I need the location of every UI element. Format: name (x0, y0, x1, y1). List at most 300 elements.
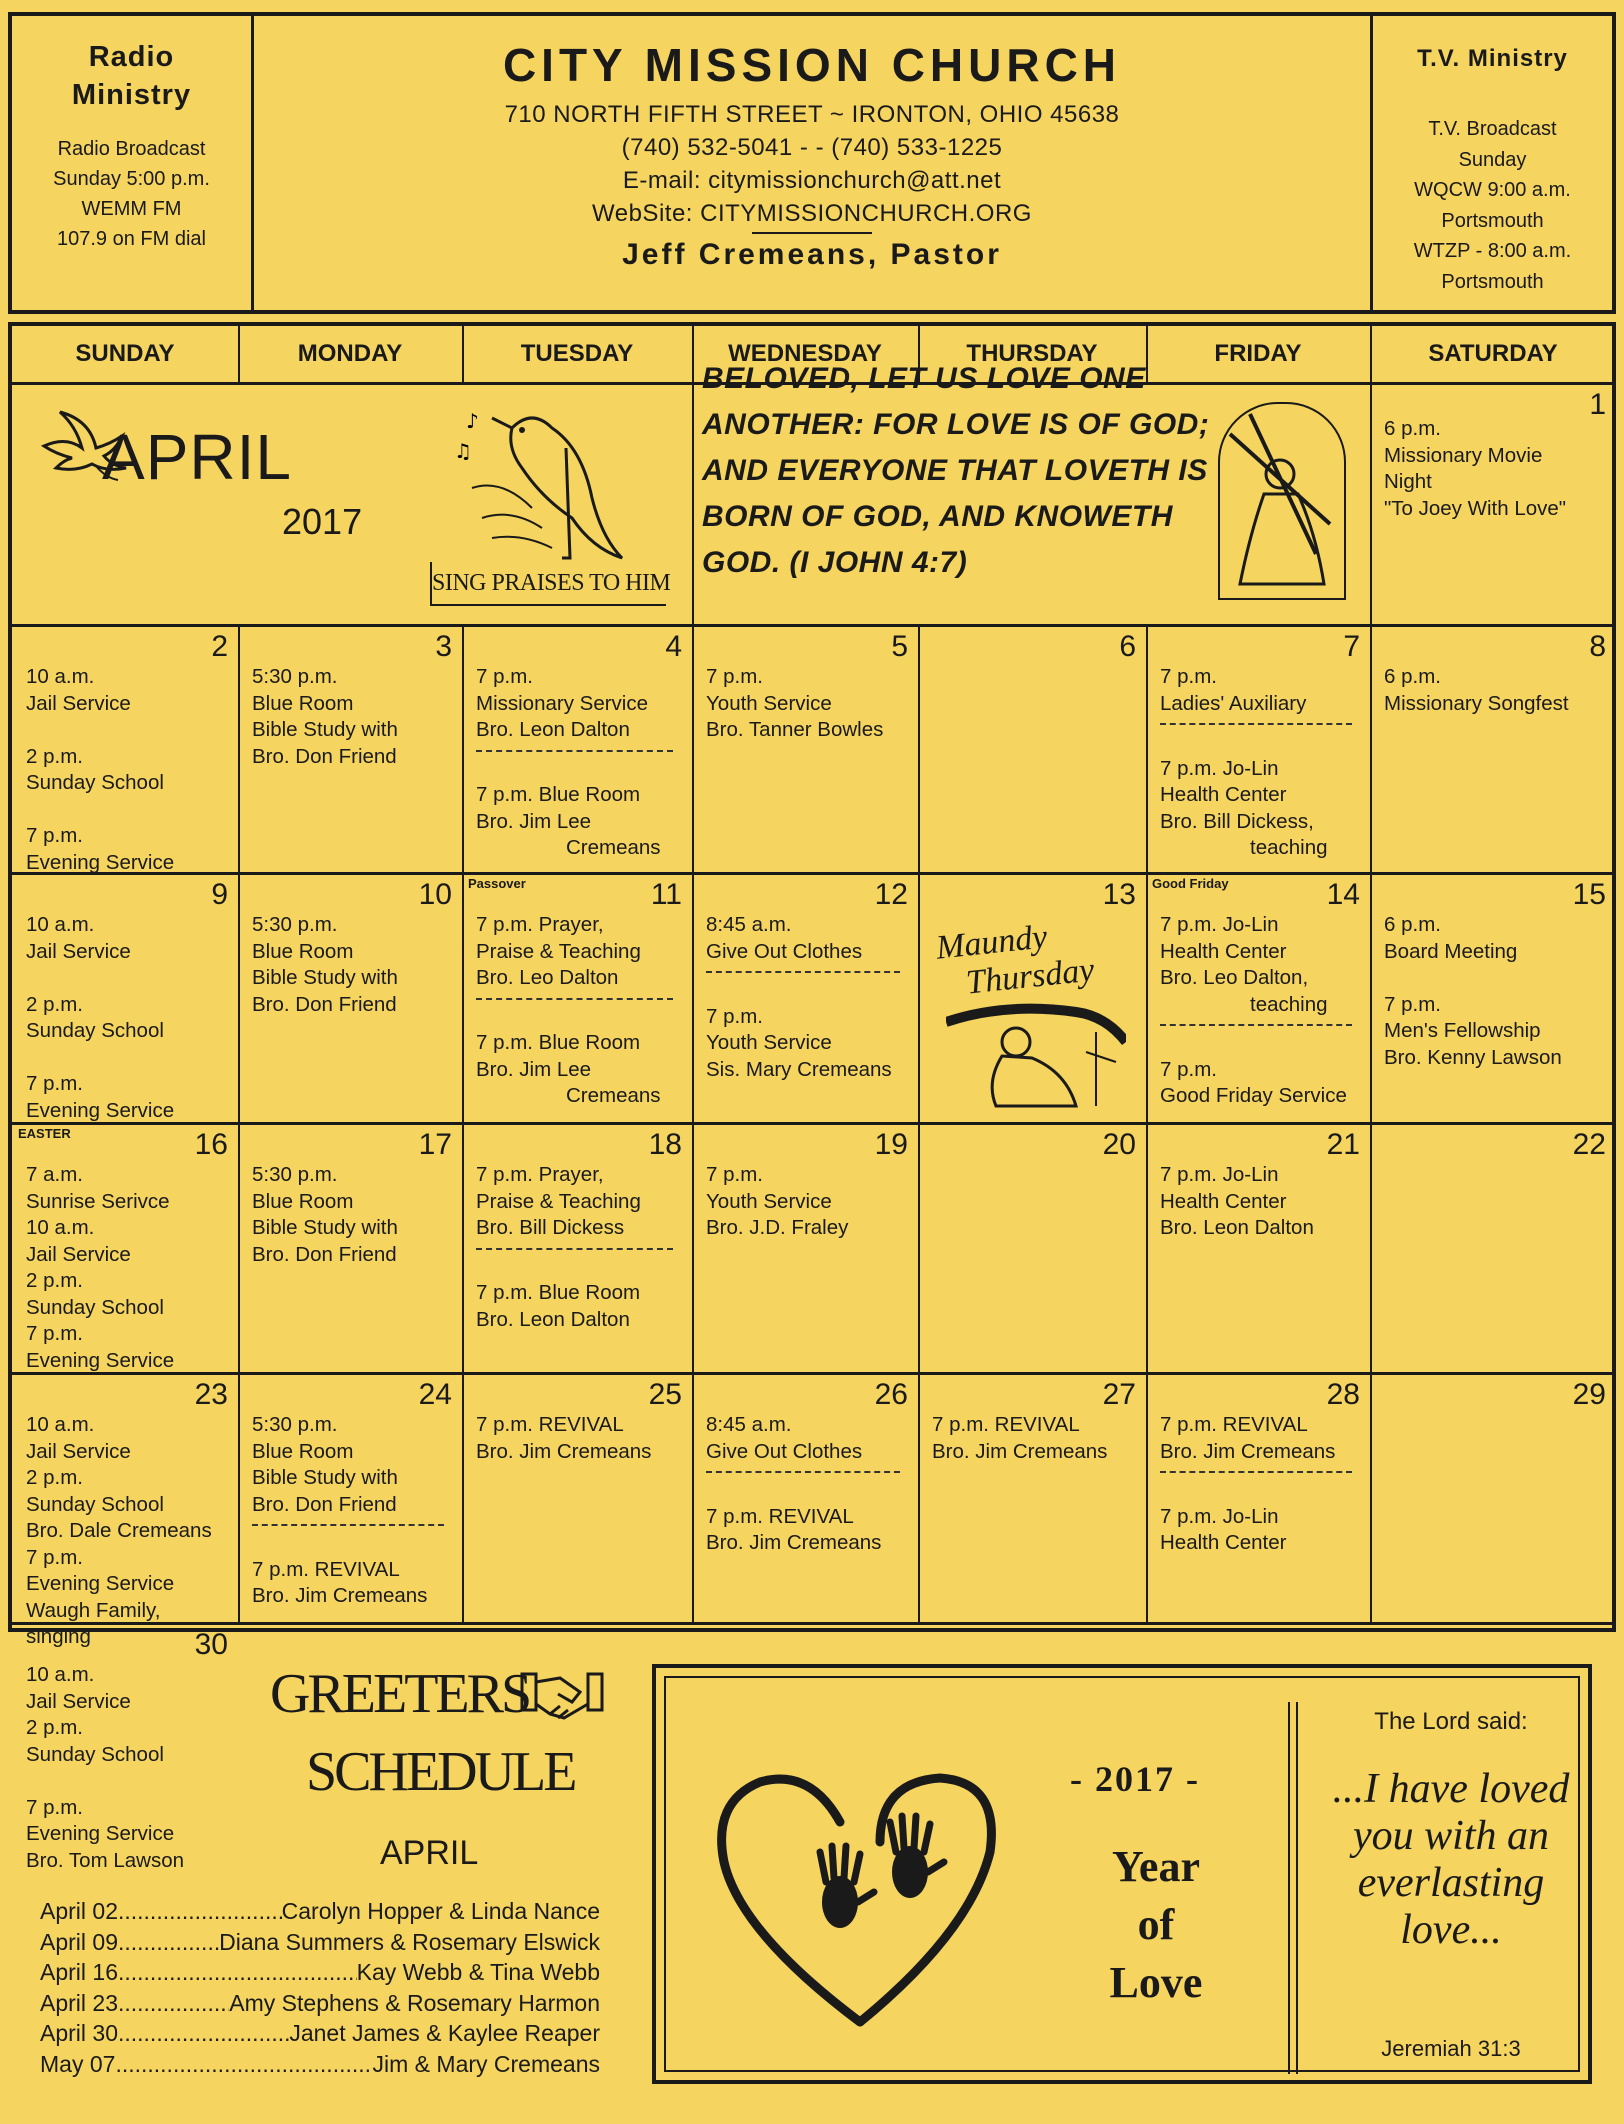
event-separator (1160, 1471, 1352, 1500)
event-line: 8:45 a.m. (706, 1413, 792, 1436)
event-line (26, 717, 232, 744)
greeters-row (40, 1927, 600, 1958)
event-line: Bro. Dale Cremeans (26, 1519, 212, 1542)
event-line: Bible Study with (252, 718, 398, 741)
event-line: teaching (1250, 836, 1328, 859)
day-events (26, 664, 232, 876)
greeters-row (40, 1896, 600, 1927)
event-line: Waugh Family, (26, 1598, 161, 1622)
event-line: 10 a.m. (26, 665, 95, 688)
day-events (252, 1162, 456, 1268)
day-cell-5 (692, 624, 918, 872)
event-line: "To Joey With Love" (1384, 496, 1567, 520)
tv-ministry-panel (1370, 16, 1612, 310)
day-cell-25 (462, 1372, 692, 1622)
day-number: 9 (211, 878, 228, 911)
divider (752, 232, 872, 234)
day-number: 19 (874, 1128, 908, 1161)
event-line: Praise & Teaching (476, 1189, 641, 1213)
event-line: Sunday School (26, 1742, 164, 1766)
event-line: 7 p.m. (706, 665, 763, 688)
event-line: 8:45 a.m. (706, 913, 792, 936)
greeters-row (40, 2018, 600, 2049)
day-number: 22 (1572, 1128, 1606, 1161)
event-line: Bro. Jim Cremeans (706, 1531, 882, 1554)
handshake-icon (520, 1668, 604, 1729)
event-line: 7 p.m. (26, 1322, 83, 1345)
church-name: CITY MISSION CHURCH (502, 39, 1122, 91)
day-cell-4 (462, 624, 692, 872)
day-events (476, 912, 686, 1110)
day-cell-21 (1146, 1122, 1370, 1372)
event-separator (706, 1471, 900, 1500)
scripture-quote: ...I have loved you with an everlasting love... (1332, 1766, 1570, 1953)
day-cell-10 (238, 872, 462, 1122)
event-line: 10 a.m. (26, 913, 95, 936)
event-line: 6 p.m. (1384, 417, 1441, 440)
day-cell-20 (918, 1122, 1146, 1372)
event-line: 7 p.m. (1384, 992, 1441, 1016)
event-line: Bro. Jim Cremeans (252, 1584, 428, 1607)
event-separator (476, 998, 673, 1027)
day-cell-14 (1146, 872, 1370, 1122)
day-number: 8 (1589, 630, 1606, 663)
day-events (26, 1412, 232, 1651)
day-number: 3 (435, 630, 452, 663)
schedule-title: SCHEDULE (306, 1741, 575, 1803)
event-line: Bro. Tanner Bowles (706, 718, 884, 741)
event-line (26, 1768, 232, 1795)
event-line: Bro. Leo Dalton (476, 966, 619, 989)
day-events (1160, 1412, 1364, 1557)
svg-text:♪: ♪ (466, 409, 479, 433)
leader-dots (118, 1957, 357, 1988)
church-info (254, 16, 1370, 310)
day-events (26, 1662, 232, 1874)
event-line: 7 p.m. Blue Room (476, 783, 641, 806)
banner-year: 2017 (282, 501, 363, 542)
event-line (26, 1045, 232, 1072)
greeters-row (40, 1988, 600, 2019)
day-number: 21 (1326, 1128, 1360, 1161)
event-line: 7 p.m. (26, 824, 83, 847)
event-line: Jail Service (26, 1242, 131, 1266)
leader-dots (115, 2049, 372, 2080)
day-tag: Passover (468, 876, 526, 891)
day-number: 20 (1102, 1128, 1136, 1161)
event-line: Blue Room (252, 1439, 354, 1463)
event-line: Bible Study with (252, 1466, 398, 1489)
event-line: Sunday School (26, 1492, 164, 1516)
day-events (26, 1162, 232, 1374)
event-line: Evening Service (26, 850, 175, 874)
tv-ministry-title: T.V. Ministry (1417, 45, 1568, 72)
event-line: Evening Service (26, 1348, 175, 1372)
day-events (706, 1412, 912, 1557)
day-number: 17 (418, 1128, 452, 1161)
radio-ministry-info: Radio Broadcast Sunday 5:00 p.m. WEMM FM 107.9 on FM dial (53, 138, 210, 250)
pastor-name: Jeff Cremeans, Pastor (622, 238, 1002, 271)
day-cell-12 (692, 872, 918, 1122)
weekday-monday: MONDAY (297, 340, 403, 367)
day-cell-24 (238, 1372, 462, 1622)
day-number: 5 (891, 630, 908, 663)
day-events (1384, 664, 1610, 717)
event-line: 7 p.m. Jo-Lin (1160, 756, 1279, 780)
day-cell-8 (1370, 624, 1616, 872)
event-line (1384, 965, 1610, 992)
event-line: Men's Fellowship (1384, 1019, 1541, 1042)
day-events (252, 664, 456, 770)
event-line: Jail Service (26, 939, 131, 963)
event-line: Youth Service (706, 1189, 832, 1213)
heart-handprints-icon (710, 1732, 1010, 2037)
event-line: Bro. Leon Dalton (476, 718, 630, 741)
event-line: Health Center (1160, 1189, 1287, 1213)
event-line: Jail Service (26, 691, 131, 715)
event-line: Bro. Jim Cremeans (932, 1439, 1108, 1463)
church-email: E-mail: citymissionchurch@att.net (622, 167, 1002, 194)
greeters-date: April 02 (40, 1898, 118, 1924)
event-line: 7 p.m. (706, 1163, 763, 1186)
event-line: Bro. Leon Dalton (1160, 1216, 1314, 1239)
grid-line (692, 326, 694, 382)
event-separator (252, 1524, 444, 1553)
church-phones: (740) 532-5041 - - (740) 533-1225 (621, 134, 1003, 161)
event-line: Board Meeting (1384, 939, 1518, 963)
event-separator (476, 750, 673, 779)
event-separator (476, 1248, 673, 1277)
day-cell-15 (1370, 872, 1616, 1122)
event-line: 7 p.m. REVIVAL (932, 1413, 1080, 1436)
event-line: 5:30 p.m. (252, 1413, 338, 1436)
event-line: Bro. Don Friend (252, 744, 397, 768)
event-line: Jail Service (26, 1689, 131, 1713)
greeters-date: May 07 (40, 2050, 116, 2077)
event-line (26, 965, 232, 992)
divider (1296, 1702, 1298, 2074)
greeters-date: April 23 (40, 1989, 118, 2016)
event-line: Bro. Tom Lawson (26, 1848, 185, 1872)
event-line: 2 p.m. (26, 1716, 83, 1739)
scripture-reference: Jeremiah 31:3 (1381, 2036, 1521, 2061)
radio-ministry-title: Radio Ministry (71, 41, 192, 111)
day-cell-30 (12, 1622, 238, 1872)
event-line: 7 p.m. (706, 1004, 763, 1028)
maundy-label: Maundy (934, 918, 1049, 967)
event-line: 7 p.m. (476, 665, 533, 688)
event-line: 7 p.m. Prayer, (476, 1163, 604, 1186)
event-line: Bro. Jim Lee (476, 1057, 592, 1081)
day-number: 10 (418, 878, 452, 911)
event-line: Bible Study with (252, 1216, 398, 1239)
maundy-thursday-art (936, 916, 1136, 1116)
event-line: 7 p.m. REVIVAL (706, 1504, 854, 1528)
day-number: 14 (1326, 878, 1360, 911)
event-line: 7 p.m. (1160, 665, 1217, 688)
day-number: 15 (1572, 878, 1606, 911)
event-line: Bro. Bill Dickess, (1160, 809, 1314, 833)
weekday-wednesday: WEDNESDAY (728, 340, 882, 367)
day-events (1160, 664, 1364, 862)
day-number: 30 (194, 1628, 228, 1661)
day-number: 26 (874, 1378, 908, 1411)
day-cell-17 (238, 1122, 462, 1372)
event-line: Cremeans (566, 836, 661, 859)
day-events (706, 1162, 912, 1242)
day-cell-7 (1146, 624, 1370, 872)
day-number: 6 (1119, 630, 1136, 663)
event-line: Health Center (1160, 783, 1287, 806)
event-line: Health Center (1160, 939, 1287, 963)
greeters-date: April 30 (40, 2020, 118, 2046)
day-number: 27 (1102, 1378, 1136, 1411)
day-cell-6 (918, 624, 1146, 872)
event-line: 10 a.m. (26, 1216, 95, 1239)
event-line: Bro. Bill Dickess (476, 1216, 625, 1239)
event-line: Bro. J.D. Fraley (706, 1216, 849, 1239)
event-line: 5:30 p.m. (252, 1163, 338, 1186)
day-events (932, 1412, 1140, 1465)
event-line: Bro. Jim Lee (476, 809, 592, 833)
grid-line (692, 382, 694, 624)
event-line: 6 p.m. (1384, 913, 1441, 936)
day-events (26, 912, 232, 1124)
event-line: 2 p.m. (26, 1269, 83, 1292)
svg-text:♫: ♫ (454, 439, 472, 463)
year-of-love-box (652, 1664, 1592, 2084)
day-number: 29 (1572, 1378, 1606, 1411)
day-events (1160, 912, 1364, 1110)
day-number: 7 (1343, 630, 1360, 663)
leader-dots (118, 1988, 229, 2019)
day-number: 11 (650, 878, 682, 911)
praying-figure-icon (946, 1002, 1126, 1112)
greeters-title: GREETERS (270, 1663, 530, 1725)
leader-dots (118, 2018, 289, 2049)
leader-dots (118, 1927, 219, 1958)
event-line: Good Friday Service (1160, 1084, 1347, 1107)
day-cell-29 (1370, 1372, 1616, 1622)
event-line: singing (26, 1625, 91, 1648)
event-line: 6 p.m. (1384, 665, 1441, 688)
day-events (252, 1412, 456, 1610)
event-line: Bro. Don Friend (252, 1492, 397, 1516)
day-events (1160, 1162, 1364, 1242)
weekday-thursday: THURSDAY (966, 340, 1098, 367)
event-line (26, 797, 232, 824)
day-cell-18 (462, 1122, 692, 1372)
event-line: 2 p.m. (26, 744, 83, 768)
banner-caption: SING PRAISES TO HIM (432, 570, 671, 596)
day-events (476, 664, 686, 862)
lord-said-label: The Lord said: (1374, 1708, 1528, 1735)
event-line: Youth Service (706, 1031, 832, 1054)
event-line: 7 p.m. Blue Room (476, 1031, 641, 1054)
day-events (706, 664, 912, 744)
event-line: Cremeans (566, 1084, 661, 1107)
event-line: 7 a.m. (26, 1163, 83, 1186)
event-line: 7 p.m. Prayer, (476, 913, 604, 936)
event-line: Ladies' Auxiliary (1160, 691, 1307, 715)
event-line: 7 p.m. Jo-Lin (1160, 1163, 1279, 1186)
day-events (476, 1162, 686, 1333)
thursday-label: Thursday (964, 951, 1096, 1002)
leader-dots (118, 1896, 282, 1927)
day-number: 24 (418, 1378, 452, 1411)
day-number: 23 (194, 1378, 228, 1411)
day-cell-2 (12, 624, 238, 872)
event-line: Sunday School (26, 1019, 164, 1042)
event-line: Blue Room (252, 691, 354, 715)
greeters-names: Janet James & Kaylee Reaper (289, 2020, 600, 2046)
event-line: Evening Service (26, 1822, 175, 1845)
event-line: 10 a.m. (26, 1413, 95, 1436)
day-cell-16 (12, 1122, 238, 1372)
event-line: Bro. Kenny Lawson (1384, 1045, 1562, 1069)
year-of-love-text: Year of Love (1109, 1842, 1203, 2007)
weekday-sunday: SUNDAY (75, 340, 175, 367)
event-separator (1160, 723, 1352, 752)
event-line: teaching (1250, 992, 1328, 1016)
day-number: 4 (665, 630, 682, 663)
event-line: Sis. Mary Cremeans (706, 1057, 892, 1081)
event-line: Give Out Clothes (706, 1439, 863, 1463)
event-line: 7 p.m. (1160, 1057, 1217, 1081)
weekday-friday: FRIDAY (1214, 340, 1302, 367)
banner-month: APRIL (102, 421, 292, 493)
event-line: 7 p.m. REVIVAL (476, 1413, 624, 1436)
weekday-tuesday: TUESDAY (520, 340, 634, 367)
weekday-saturday: SATURDAY (1428, 340, 1558, 367)
event-line: Give Out Clothes (706, 939, 863, 963)
greeters-names: Diana Summers & Rosemary Elswick (219, 1928, 600, 1955)
greeters-month: APRIL (380, 1834, 479, 1872)
day-cell-22 (1370, 1122, 1616, 1372)
day-cell-28 (1146, 1372, 1370, 1622)
event-line: Youth Service (706, 691, 832, 715)
event-line: 7 p.m. (26, 1072, 83, 1095)
day-tag: Good Friday (1152, 876, 1229, 891)
event-line: 7 p.m. Blue Room (476, 1281, 641, 1304)
event-line: Evening Service (26, 1098, 175, 1122)
day-number: 12 (874, 878, 908, 911)
event-line: Bro. Don Friend (252, 992, 397, 1016)
event-line: 2 p.m. (26, 1466, 83, 1489)
event-line: Sunday School (26, 1295, 164, 1319)
event-line: Night (1384, 470, 1432, 493)
day-cell-27 (918, 1372, 1146, 1622)
event-line: 10 a.m. (26, 1663, 95, 1686)
bible-verse: BELOVED, LET US LOVE ONE ANOTHER: FOR LOVE IS OF GOD; AND EVERYONE THAT LOVETH IS BORN OF GOD, AND KNOWETH GOD. (I JOHN 4:7) (702, 362, 1210, 579)
event-line: Missionary Service (476, 691, 649, 715)
songbird-icon (452, 388, 672, 573)
event-separator (706, 971, 900, 1000)
day-events (252, 912, 456, 1018)
event-line: Bro. Leo Dalton, (1160, 966, 1309, 989)
greeters-date: April 09 (40, 1928, 118, 1955)
event-line: Bro. Jim Cremeans (476, 1439, 652, 1463)
event-line: Bro. Don Friend (252, 1242, 397, 1266)
event-line: 5:30 p.m. (252, 665, 338, 688)
day-number: 25 (648, 1378, 682, 1411)
grid-line (12, 1622, 1612, 1625)
greeters-date: April 16 (40, 1959, 118, 1985)
greeters-names: Kay Webb & Tina Webb (356, 1959, 600, 1985)
greeters-row (40, 2049, 600, 2080)
tv-ministry-info: T.V. Broadcast Sunday WQCW 9:00 a.m. Portsmouth WTZP - 8:00 a.m. Portsmouth (1413, 118, 1572, 293)
day-events (1384, 416, 1610, 522)
event-line: Jail Service (26, 1439, 131, 1463)
greeters-names: Carolyn Hopper & Linda Nance (281, 1898, 600, 1924)
jesus-with-cross-icon (1218, 402, 1346, 600)
day-cell-19 (692, 1122, 918, 1372)
day-number: 18 (648, 1128, 682, 1161)
day-events (476, 1412, 686, 1465)
day-cell-9 (12, 872, 238, 1122)
day-cell-3 (238, 624, 462, 872)
event-line: Missionary Songfest (1384, 691, 1569, 715)
header (8, 12, 1616, 314)
year-of-love-inner-frame (664, 1676, 1580, 2072)
greeters-names: Jim & Mary Cremeans (372, 2050, 600, 2077)
divider (1288, 1702, 1290, 2074)
event-line: Blue Room (252, 939, 354, 963)
event-line: Missionary Movie (1384, 443, 1543, 467)
event-line: Bible Study with (252, 966, 398, 989)
event-line: 7 p.m. (26, 1795, 83, 1819)
event-line: 7 p.m. REVIVAL (1160, 1413, 1308, 1436)
event-line: Sunday School (26, 771, 164, 794)
greeters-list (40, 1896, 600, 2079)
day-events (1384, 912, 1610, 1071)
grid-line (462, 326, 464, 382)
day-number: 13 (1102, 878, 1136, 911)
event-line: 7 p.m. Jo-Lin (1160, 1504, 1279, 1528)
grid-line (1370, 326, 1372, 382)
radio-ministry-panel (12, 16, 254, 310)
day-tag: EASTER (18, 1126, 71, 1141)
day-events (706, 912, 912, 1083)
day-cell-26 (692, 1372, 918, 1622)
day-number: 16 (194, 1128, 228, 1161)
church-address: 710 NORTH FIFTH STREET ~ IRONTON, OHIO 45638 (504, 101, 1120, 128)
event-line: Praise & Teaching (476, 939, 641, 963)
day-number: 1 (1589, 388, 1606, 421)
event-line: Sunrise Serivce (26, 1189, 170, 1213)
greeters-row (40, 1957, 600, 1988)
day-cell-11 (462, 872, 692, 1122)
event-line: 7 p.m. Jo-Lin (1160, 913, 1279, 936)
love-year: - 2017 - (1070, 1759, 1200, 1799)
event-line: 2 p.m. (26, 992, 83, 1016)
event-line: Bro. Jim Cremeans (1160, 1439, 1336, 1463)
event-line: Evening Service (26, 1572, 175, 1595)
event-line: Blue Room (252, 1189, 354, 1213)
event-line: 5:30 p.m. (252, 913, 338, 936)
greeters-names: Amy Stephens & Rosemary Harmon (229, 1989, 600, 2016)
event-line: Health Center (1160, 1531, 1287, 1554)
day-number: 2 (211, 630, 228, 663)
event-separator (1160, 1024, 1352, 1053)
event-line: 7 p.m. REVIVAL (252, 1557, 400, 1581)
caption-frame (430, 562, 666, 606)
day-number: 28 (1326, 1378, 1360, 1411)
church-website: WebSite: CITYMISSIONCHURCH.ORG (592, 200, 1032, 227)
event-line: 7 p.m. (26, 1545, 83, 1569)
event-line: Bro. Leon Dalton (476, 1307, 630, 1331)
grid-line (238, 326, 240, 382)
